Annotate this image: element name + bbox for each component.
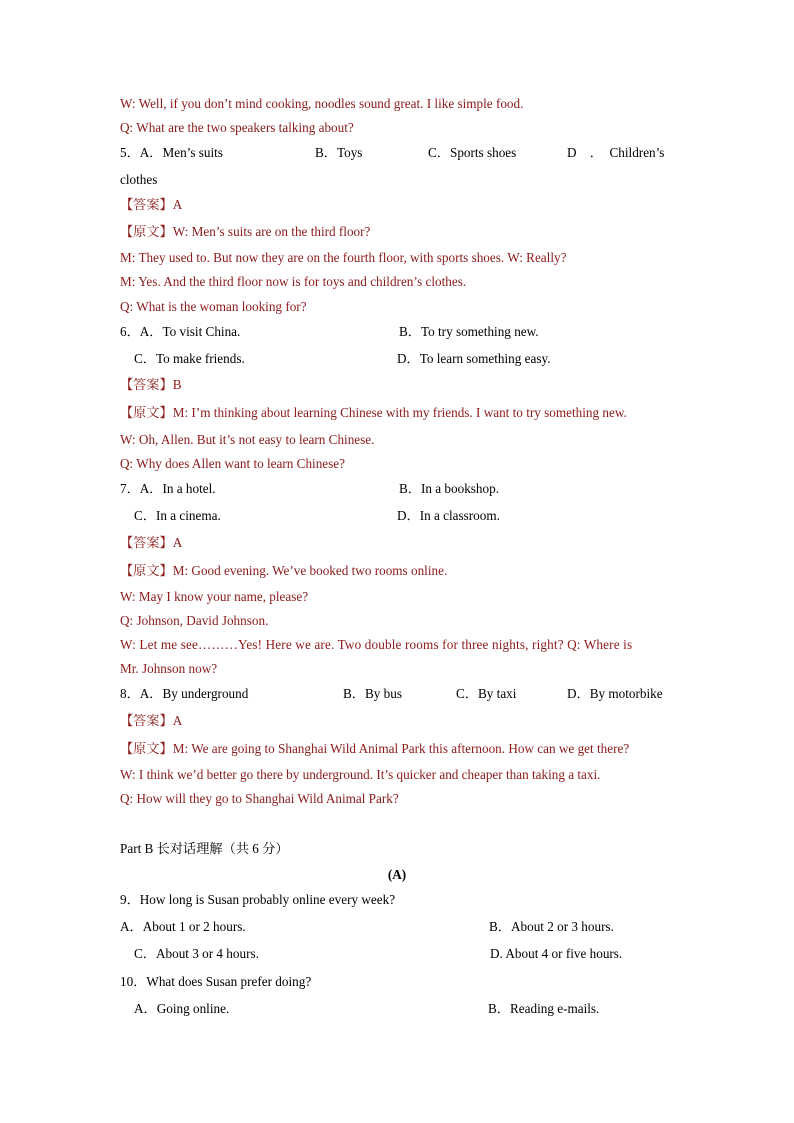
transcript-line: W: May I know your name, please? (120, 589, 309, 604)
transcript-line: Q: Johnson, David Johnson. (120, 613, 269, 628)
q7-option-d: D．In a classroom. (397, 508, 500, 523)
transcript-line: 【原文】M: I’m thinking about learning Chinese with my friends. I want to try something new. (120, 405, 627, 420)
transcript-question: Q: What is the woman looking for? (120, 299, 307, 314)
transcript-line: 【原文】W: Men’s suits are on the third floor? (120, 224, 371, 239)
q7-option-b: B．In a bookshop. (399, 481, 500, 496)
q6-option-d: D．To learn something easy. (397, 351, 551, 366)
q7-option-c: C．In a cinema. (134, 508, 221, 523)
answer-label: 【答案】A (120, 535, 183, 550)
transcript-line: W: Let me see………Yes! Here we are. Two double rooms for three nights, right? Q: Where is (120, 637, 633, 652)
transcript-line: M: They used to. But now they are on the fourth floor, with sports shoes. W: Really? (120, 250, 567, 265)
q8-option-d: D．By motorbike (567, 686, 663, 701)
q7-option-a: 7．A．In a hotel. (120, 481, 216, 496)
transcript-line: W: Oh, Allen. But it’s not easy to learn Chinese. (120, 432, 375, 447)
section-heading: Part B 长对话理解（共 6 分） (120, 841, 289, 856)
q5-option-c: C．Sports shoes (428, 145, 517, 160)
transcript-line: 【原文】M: We are going to Shanghai Wild Animal Park this afternoon. How can we get there? (120, 741, 630, 756)
q8-option-a: 8．A．By underground (120, 686, 249, 701)
q5-option-b: B．Toys (315, 145, 363, 160)
answer-label: 【答案】A (120, 713, 183, 728)
transcript-question: Q: Why does Allen want to learn Chinese? (120, 456, 345, 471)
q6-option-a: 6．A．To visit China. (120, 324, 241, 339)
q9-option-d: D. About 4 or five hours. (490, 946, 623, 961)
transcript-line: W: I think we’d better go there by underground. It’s quicker and cheaper than taking a taxi. (120, 767, 601, 782)
transcript-question: Q: How will they go to Shanghai Wild Animal Park? (120, 791, 399, 806)
transcript-line: W: Well, if you don’t mind cooking, noodles sound great. I like simple food. (120, 96, 524, 111)
q8-option-b: B．By bus (343, 686, 402, 701)
q9-option-b: B．About 2 or 3 hours. (489, 919, 614, 934)
q10-option-a: A．Going online. (134, 1001, 230, 1016)
transcript-question: Q: What are the two speakers talking about? (120, 120, 354, 135)
q6-option-b: B．To try something new. (399, 324, 539, 339)
q10-option-b: B．Reading e-mails. (488, 1001, 600, 1016)
question-10: 10．What does Susan prefer doing? (120, 974, 312, 989)
q5-option-d-cont: clothes (120, 172, 158, 187)
question-9: 9．How long is Susan probably online every week? (120, 892, 396, 907)
answer-label: 【答案】A (120, 197, 183, 212)
passage-label: (A) (387, 867, 407, 882)
q9-option-a: A．About 1 or 2 hours. (120, 919, 246, 934)
q9-option-c: C．About 3 or 4 hours. (134, 946, 259, 961)
q6-option-c: C．To make friends. (134, 351, 245, 366)
q8-option-c: C．By taxi (456, 686, 517, 701)
transcript-line: Mr. Johnson now? (120, 661, 218, 676)
q5-option-a: 5．A．Men’s suits (120, 145, 223, 160)
transcript-line: M: Yes. And the third floor now is for toys and children’s clothes. (120, 274, 467, 289)
answer-label: 【答案】B (120, 377, 182, 392)
q5-option-d: D ． Children’s (567, 145, 665, 160)
transcript-line: 【原文】M: Good evening. We’ve booked two rooms online. (120, 563, 448, 578)
